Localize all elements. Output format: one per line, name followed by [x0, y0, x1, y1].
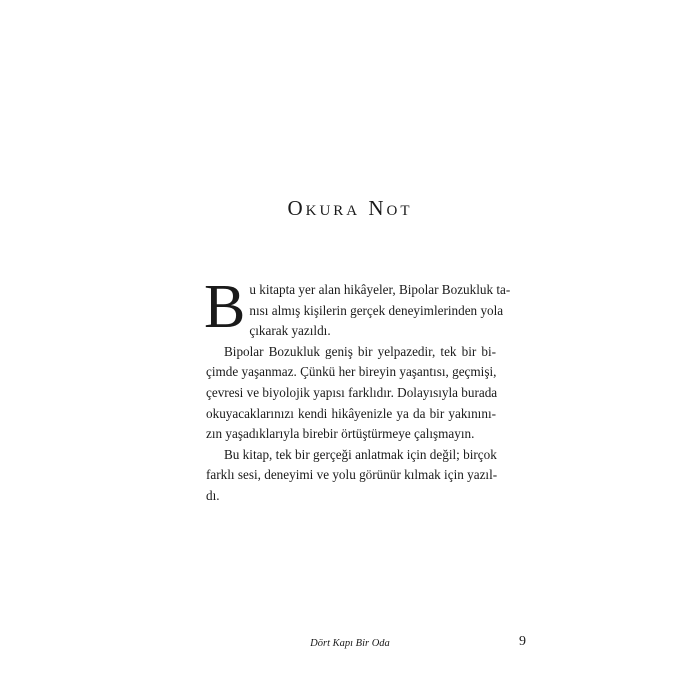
text-line: çimde yaşanmaz. Çünkü her bireyin yaşantısı, geçmişi, [206, 364, 497, 380]
paragraph-1 [204, 273, 511, 342]
paragraph-2 [206, 342, 496, 445]
text-line: okuyacaklarınızı kendi hikâyenizle ya da bir yakınını- [206, 405, 496, 421]
body-text [204, 273, 511, 507]
chapter-title: Okura Not [287, 196, 413, 220]
paragraph-3 [206, 445, 496, 507]
running-footer-title: Dört Kapı Bir Oda [310, 638, 390, 649]
text-line: çıkarak yazıldı. [249, 323, 331, 339]
text-line: zın yaşadıklarıyla birebir örtüştürmeye çalışmayın. [206, 426, 475, 442]
text-line: Bipolar Bozukluk geniş bir yelpazedir, tek bir bi- [224, 343, 496, 359]
page-number: 9 [519, 634, 526, 649]
text-line: nısı almış kişilerin gerçek deneyimlerinden yola [249, 302, 504, 318]
text-line: Bu kitap, tek bir gerçeği anlatmak için değil; birçok [224, 446, 497, 462]
text-line: dı. [206, 487, 220, 503]
drop-cap: B [204, 273, 246, 341]
text-line: u kitapta yer alan hikâyeler, Bipolar Bozukluk ta- [249, 282, 511, 297]
text-line: çevresi ve biyolojik yapısı farklıdır. Dolayısıyla burada [206, 384, 498, 400]
text-line: farklı sesi, deneyimi ve yolu görünür kılmak için yazıl- [206, 467, 498, 483]
